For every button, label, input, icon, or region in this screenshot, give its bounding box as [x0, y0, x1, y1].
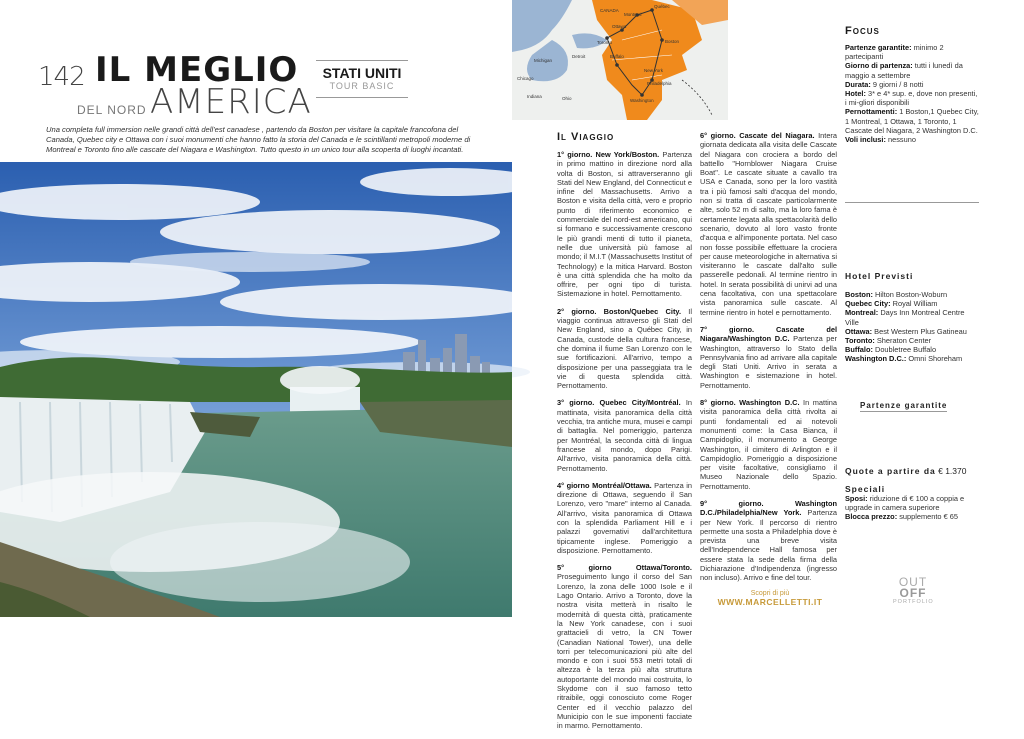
focus-item: Hotel: 3* e 4* sup. e, dove non presenti, i mi-gliori disponibili: [845, 89, 978, 108]
speciali-list: [845, 494, 980, 522]
map-label: Chicago: [517, 76, 534, 81]
itinerary-day: 4° giorno Montréal/Ottawa. Partenza in direzione di Ottawa, seguendo il San Lorenzo, vero "mare" interno al Canada. All'arrivo, visita panoramica di Ottawa con la splendida Parliament Hill e i palazzi governativi dall'architettura tipicamente inglese. Pomeriggio a disposizione. Pernottamento.: [557, 480, 692, 555]
route-map: [512, 0, 728, 120]
focus-title: Focus: [845, 25, 880, 37]
focus-item: Pernottamenti: 1 Boston,1 Quebec City, 1 Montreal, 1 Ottawa, 1 Toronto, 1 Cascate del Niagara, 2 Washington D.C.: [845, 107, 979, 135]
focus-item: Durata: 9 giorni / 8 notti: [845, 79, 924, 89]
partenze-garantite-label: Partenze garantite: [860, 401, 948, 410]
hotel-item: Washington D.C.: Omni Shoreham: [845, 354, 963, 364]
map-label: Québec: [654, 4, 670, 9]
divider: [845, 202, 979, 203]
hotel-title: Hotel Previsti: [845, 271, 914, 281]
title-line-1: IL MEGLIO: [95, 50, 299, 90]
map-label: Ohio: [562, 96, 572, 101]
hotel-item: Montreal: Days Inn Montreal Centre Ville: [845, 308, 965, 327]
itinerary-day: 1° giorno. New York/Boston. Partenza in primo mattino in direzione nord alla volta di Boston, si attraverseranno gli Stati del New England, del Connecticut e infine del Massachusetts. Arrivo a Boston e visita della città, vero e proprio punto di riferimento economico e commerciale del nord-est americano, qui si formano e successivamente crescono le più grandi menti di tutto il pianeta, nelle due università più famose al mondo; il M.I.T (Massachusetts Institut of Technology) e la mitica Harvard. Boston è una città splendida che ha molto da offrire, per ogni tipo di turista. Sistemazione in hotel. Pernottamento.: [557, 150, 692, 299]
map-label: Boston: [665, 39, 680, 44]
outoff-logo: OUT OFF PORTFOLIO: [893, 575, 934, 605]
tour-country: STATI UNITI: [322, 65, 402, 81]
itinerary-day: 2° giorno. Boston/Quebec City. Il viaggio continua attraverso gli Stati del New England, sino a Québec City, in Canada, custode della cultura francese, che domina il fiume San Lorenzo con le sue fortificazioni. All'arrivo, tempo a disposizione per una passeggiata tra le vie di questa splendida città. Pernottamento.: [557, 306, 692, 391]
map-label: Detroit: [572, 54, 586, 59]
focus-item: Giorno di partenza: tutti i lunedì da maggio a settembre: [845, 61, 963, 80]
price-quote: Quote a partire da € 1.370: [845, 466, 967, 476]
map-label: Montreal: [624, 12, 642, 17]
map-label: New York: [644, 68, 664, 73]
niagara-falls-photo: [0, 162, 512, 617]
viaggio-title: Il Viaggio: [557, 131, 615, 143]
title-line-2-large: AMERICA: [150, 82, 312, 122]
hotel-item: Buffalo: Doubletree Buffalo: [845, 345, 937, 355]
map-label: Indiana: [527, 94, 542, 99]
focus-item: Voli inclusi: nessuno: [845, 135, 916, 145]
hotel-item: Toronto: Sheraton Center: [845, 336, 932, 346]
map-label: Buffalo: [610, 54, 624, 59]
page-number: 142: [38, 62, 85, 92]
speciali-title: Speciali: [845, 484, 886, 494]
promo-caption: Scopri di più: [750, 590, 790, 597]
itinerary-day: 8° giorno. Washington D.C. In mattina visita panoramica della città rivolta ai punti fondamentali ed ai notevoli monumenti come: la Casa Bianca, il Campidoglio, il monumento a George Washington, il cimitero di Arlington e il Campidoglio. Pomeriggio a disposizione per visite facoltative, consigliamo il Museo Nazionale dello Spazio. Pernottamento.: [700, 398, 837, 491]
itinerary-column-1: [557, 150, 692, 739]
speciali-item: Sposi: riduzione di € 100 a coppia e upgrade in camera superiore: [845, 494, 965, 513]
map-label: Ottawa: [612, 24, 627, 29]
tour-tag: [316, 60, 408, 98]
website-promo[interactable]: [715, 590, 825, 607]
focus-item: Partenze garantite: minimo 2 partecipanti: [845, 43, 944, 62]
hotel-item: Ottawa: Best Western Plus Gatineau: [845, 326, 967, 336]
itinerary-day: 7° giorno. Cascate del Niagara/Washington D.C. Partenza per Washington, attraverso lo Stato della Pennsylvania fino ad arrivare alla capitale degli Stati Uniti. Arrivo in serata a Washington e sistemazione in hotel. Pernottamento.: [700, 324, 837, 390]
map-label: CANADA: [600, 8, 619, 13]
itinerary-day: 9° giorno. Washington D.C./Philadelphia/New York. Partenza per New York. Il percorso di rientro permette una sosta a Philadelphia dove è prevista una breve visita dell'Independence Hall famosa per essere stata la sede della firma della Dichiarazione d'Indipendenza (ingresso non incluso). Arrivo e fine del tour.: [700, 498, 837, 583]
itinerary-column-2: [700, 131, 837, 591]
itinerary-day: 6° giorno. Cascate del Niagara. Intera giornata dedicata alla visita delle Cascate del Niagara con crociera a bordo del battello "Hornblower Niagara Cruise Boat". Le cascate situate a cavallo tra USA e Canada, sono per la loro vastità tra i più famosi salti d'acqua del mondo, non si tratta di cascate particolarmente alte, solo 52 m di salto, ma la loro fama è certamente legata alla spettacolarità dello scenario, dovuto al loro vasto fronte d'acqua e all'imponente portata. Nel caso non fosse possibile effettuare la crociera per cause meteorologiche in alternativa si visiteranno le cascate dall'alto sulle passerelle pedonali. Al termine rientro in hotel. In serata possibilità di unirvi ad una cena facoltativa, con una spettacolare vista panoramica sulle cascate. Al termine rientro in hotel e pernottamento.: [700, 131, 838, 317]
map-label: Philadelphia: [647, 81, 672, 86]
itinerary-day: 5° giorno Ottawa/Toronto. Proseguimento lungo il corso del San Lorenzo, la zona delle 1000 Isole e il Lago Ontario. Arrivo a Toronto, dove la nostra visita metterà in risalto le modernità di questa città, praticamente la New York canadese, con i suoi grattacieli di vetro, la CN Tower (Canadian National Tower), una delle torri per telecomunicazioni più alte del mondo e con i suoi 553 metri totali di altezza è la terza più alta struttura autoportante del mondo mai costruita, lo Skydome con il suo famoso tetto ritraibile, oggi conosciuto come Roger Center ed il vecchio palazzo del Municipio con le sue imponenti facciate in marmo. Pernottamento.: [557, 563, 692, 731]
hotel-item: Boston: Hilton Boston-Woburn: [845, 290, 948, 299]
itinerary-day: 3° giorno. Quebec City/Montréal. In mattinata, visita panoramica della città vecchia, tra antiche mura, musei e campi di battaglia. Nel pomeriggio, partenza per Montréal, la seconda città di lingua francese al mondo, dopo Parigi. All'arrivo, visita panoramica della città. Pernottamento.: [557, 398, 692, 473]
hotel-list: [845, 290, 980, 364]
speciali-item: Blocca prezzo: supplemento € 65: [845, 512, 958, 522]
map-label: Washington: [630, 98, 654, 103]
intro-text: Una completa full immersion nelle grandi città dell'est canadese , partendo da Boston per visitare la capitale francofona del Canada, Quebec city e Ottawa con i suoi monumenti che hanno fatto la storia del Canada e le scintillanti metropoli moderne di Montreal e Toronto fino alle cascate del Niagara e Washington. Tutto questo in un unico tour alla scoperta di luoghi incantati.: [46, 125, 471, 154]
tour-type: TOUR BASIC: [329, 81, 395, 91]
map-label: Toronto: [597, 40, 613, 45]
map-label: Michigan: [534, 58, 553, 63]
hotel-item: Quebec City: Royal William: [845, 299, 938, 309]
website-link[interactable]: WWW.MARCELLETTI.IT: [717, 597, 823, 607]
title-line-2-small: DEL NORD: [77, 103, 147, 117]
focus-list: [845, 43, 980, 144]
